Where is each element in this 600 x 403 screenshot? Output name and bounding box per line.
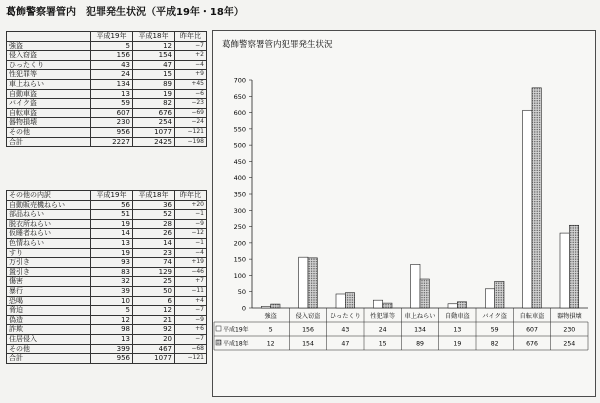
bar-h18 [345, 293, 354, 308]
summary-cell: 2425 [133, 137, 175, 147]
breakdown-cell: 28 [133, 219, 175, 229]
summary-row [7, 60, 207, 70]
breakdown-row [7, 306, 207, 316]
summary-cell: 47 [133, 60, 175, 70]
data-table-value: 134 [414, 326, 426, 334]
summary-cell: 15 [133, 70, 175, 80]
breakdown-cell: −1 [175, 210, 207, 220]
summary-cell: 車上ねらい [7, 79, 91, 89]
x-tick-label: 車上ねらい [404, 313, 436, 320]
summary-cell: 607 [91, 108, 133, 118]
summary-cell: −7 [175, 41, 207, 51]
summary-row [7, 79, 207, 89]
summary-cell: 器物損壊 [7, 118, 91, 128]
summary-row [7, 108, 207, 118]
breakdown-cell: 平成18年 [133, 191, 175, 201]
bar-h19 [299, 257, 308, 308]
bar-h19 [411, 264, 420, 308]
y-tick-label: 650 [233, 92, 246, 101]
y-tick-label: 500 [233, 141, 246, 150]
summary-cell: +9 [175, 70, 207, 80]
bar-h18 [495, 281, 504, 308]
other-breakdown-table [6, 190, 207, 364]
breakdown-cell: 56 [91, 200, 133, 210]
summary-cell: その他 [7, 127, 91, 137]
breakdown-cell: 色情ねらい [7, 238, 91, 248]
breakdown-cell: 956 [91, 354, 133, 364]
summary-cell: 230 [91, 118, 133, 128]
breakdown-cell: 13 [91, 238, 133, 248]
breakdown-cell: 21 [133, 315, 175, 325]
breakdown-cell: 32 [91, 277, 133, 287]
summary-cell: 12 [133, 41, 175, 51]
summary-total-row [7, 137, 207, 147]
summary-cell: 89 [133, 79, 175, 89]
summary-cell: 5 [91, 41, 133, 51]
summary-cell: 156 [91, 51, 133, 61]
breakdown-cell: +6 [175, 325, 207, 335]
summary-row [7, 99, 207, 109]
breakdown-cell: 14 [91, 229, 133, 239]
breakdown-row [7, 286, 207, 296]
breakdown-cell: 19 [91, 219, 133, 229]
summary-cell: 82 [133, 99, 175, 109]
data-table-value: 5 [268, 326, 273, 334]
summary-cell: −4 [175, 60, 207, 70]
breakdown-cell: 39 [91, 286, 133, 296]
legend-swatch [216, 340, 221, 345]
summary-cell: 自転車盗 [7, 108, 91, 118]
breakdown-cell: −1 [175, 238, 207, 248]
breakdown-header-row [7, 191, 207, 201]
summary-header-row [7, 32, 207, 42]
summary-cell: 59 [91, 99, 133, 109]
breakdown-cell: 14 [133, 238, 175, 248]
breakdown-cell: +7 [175, 277, 207, 287]
breakdown-cell: −11 [175, 286, 207, 296]
breakdown-cell: 恐喝 [7, 296, 91, 306]
data-table-value: 19 [453, 340, 462, 348]
summary-cell: 合計 [7, 137, 91, 147]
data-table-value: 47 [341, 340, 350, 348]
breakdown-cell: 26 [133, 229, 175, 239]
x-tick-label: 自転車盗 [519, 313, 545, 320]
summary-cell: 254 [133, 118, 175, 128]
bar-h18 [383, 303, 392, 308]
breakdown-cell: その他の内訳 [7, 191, 91, 201]
y-tick-label: 100 [233, 271, 246, 280]
page-title: 葛飾警察署管内 犯罪発生状況（平成19年・18年） [6, 7, 244, 18]
x-tick-label: 強盗 [264, 313, 277, 320]
breakdown-cell: −4 [175, 248, 207, 258]
breakdown-cell: 12 [133, 306, 175, 316]
breakdown-cell: −7 [175, 306, 207, 316]
breakdown-cell: 20 [133, 334, 175, 344]
summary-cell: −198 [175, 137, 207, 147]
breakdown-cell: 偽造 [7, 315, 91, 325]
breakdown-cell: 399 [91, 344, 133, 354]
summary-cell: −23 [175, 99, 207, 109]
summary-cell [7, 32, 91, 42]
bar-h19 [261, 306, 270, 308]
breakdown-row [7, 200, 207, 210]
crime-summary-table [6, 31, 207, 147]
breakdown-cell: −68 [175, 344, 207, 354]
summary-cell: −121 [175, 127, 207, 137]
breakdown-cell: 83 [91, 267, 133, 277]
summary-cell: 134 [91, 79, 133, 89]
breakdown-cell: −9 [175, 315, 207, 325]
breakdown-cell: +20 [175, 200, 207, 210]
data-table-value: 43 [341, 326, 350, 334]
summary-cell: 性犯罪等 [7, 70, 91, 80]
summary-cell: 平成19年 [91, 32, 133, 42]
breakdown-row [7, 258, 207, 268]
bar-h18 [271, 304, 280, 308]
breakdown-cell: 暴行 [7, 286, 91, 296]
breakdown-cell: 自動販売機ねらい [7, 200, 91, 210]
breakdown-cell: 脱衣所ねらい [7, 219, 91, 229]
breakdown-cell: 52 [133, 210, 175, 220]
breakdown-cell: 万引き [7, 258, 91, 268]
breakdown-cell: 10 [91, 296, 133, 306]
bar-h19 [523, 110, 532, 308]
summary-cell: 昨年比 [175, 32, 207, 42]
data-table-value: 607 [526, 326, 538, 334]
breakdown-cell: 脅迫 [7, 306, 91, 316]
breakdown-cell: 36 [133, 200, 175, 210]
breakdown-cell: 92 [133, 325, 175, 335]
summary-cell: 平成18年 [133, 32, 175, 42]
breakdown-cell: −121 [175, 354, 207, 364]
y-tick-label: 150 [233, 255, 246, 264]
y-tick-label: 0 [241, 304, 246, 313]
summary-row [7, 70, 207, 80]
breakdown-cell: 昨年比 [175, 191, 207, 201]
summary-row [7, 51, 207, 61]
y-tick-label: 300 [233, 206, 246, 215]
data-table-value: 82 [490, 340, 499, 348]
breakdown-row [7, 344, 207, 354]
y-tick-label: 200 [233, 239, 246, 248]
data-table-value: 156 [302, 326, 314, 334]
y-tick-label: 450 [233, 157, 246, 166]
breakdown-cell: 51 [91, 210, 133, 220]
summary-cell: 19 [133, 89, 175, 99]
bar-h18 [420, 279, 429, 308]
y-tick-label: 350 [233, 190, 246, 199]
legend-label: 平成19年 [223, 326, 249, 334]
data-table-value: 12 [266, 340, 275, 348]
data-table-value: 24 [378, 326, 387, 334]
bar-h19 [485, 289, 494, 308]
bar-h18 [457, 302, 466, 308]
breakdown-cell: 傷害 [7, 277, 91, 287]
y-tick-label: 50 [237, 288, 246, 297]
y-tick-label: 700 [233, 76, 246, 85]
breakdown-cell: +4 [175, 296, 207, 306]
breakdown-cell: 13 [91, 334, 133, 344]
summary-cell: 154 [133, 51, 175, 61]
breakdown-cell: 置引き [7, 267, 91, 277]
breakdown-row [7, 296, 207, 306]
summary-row [7, 118, 207, 128]
bar-h19 [448, 304, 457, 308]
breakdown-cell: 詐欺 [7, 325, 91, 335]
summary-cell: +45 [175, 79, 207, 89]
summary-row [7, 127, 207, 137]
y-tick-label: 400 [233, 174, 246, 183]
breakdown-cell: 23 [133, 248, 175, 258]
bar-h18 [569, 225, 578, 308]
breakdown-row [7, 248, 207, 258]
summary-cell: 2227 [91, 137, 133, 147]
data-table-value: 230 [563, 326, 576, 334]
breakdown-cell: 5 [91, 306, 133, 316]
breakdown-cell: 25 [133, 277, 175, 287]
bar-h19 [560, 233, 569, 308]
breakdown-cell: 50 [133, 286, 175, 296]
data-table-value: 676 [526, 340, 538, 348]
breakdown-cell: 93 [91, 258, 133, 268]
x-tick-label: 自動車盗 [444, 313, 470, 320]
y-tick-label: 550 [233, 125, 246, 134]
summary-cell: 24 [91, 70, 133, 80]
x-tick-label: ひったくり [329, 313, 361, 320]
breakdown-cell: 仮睡者ねらい [7, 229, 91, 239]
y-tick-label: 250 [233, 223, 246, 232]
data-table-value: 154 [302, 340, 314, 348]
legend-label: 平成18年 [223, 340, 249, 348]
breakdown-cell: −7 [175, 334, 207, 344]
x-tick-label: バイク盗 [482, 313, 507, 320]
breakdown-row [7, 267, 207, 277]
summary-cell: 676 [133, 108, 175, 118]
breakdown-cell: 部品ねらい [7, 210, 91, 220]
y-tick-label: 600 [233, 109, 246, 118]
legend-swatch [216, 326, 221, 331]
breakdown-cell: 467 [133, 344, 175, 354]
chart-title: 葛飾警察署管内犯罪発生状況 [222, 40, 333, 50]
summary-cell: 強盗 [7, 41, 91, 51]
breakdown-cell: 1077 [133, 354, 175, 364]
breakdown-row [7, 210, 207, 220]
data-table-value: 254 [563, 340, 576, 348]
summary-cell: 侵入窃盗 [7, 51, 91, 61]
summary-cell: 1077 [133, 127, 175, 137]
bar-h18 [532, 88, 541, 308]
summary-cell: −69 [175, 108, 207, 118]
x-tick-label: 性犯罪等 [370, 313, 396, 320]
breakdown-cell: 6 [133, 296, 175, 306]
summary-cell: ひったくり [7, 60, 91, 70]
summary-row [7, 41, 207, 51]
breakdown-row [7, 325, 207, 335]
summary-cell: +2 [175, 51, 207, 61]
breakdown-cell: −12 [175, 229, 207, 239]
breakdown-cell: 129 [133, 267, 175, 277]
summary-cell: 43 [91, 60, 133, 70]
breakdown-cell: すり [7, 248, 91, 258]
breakdown-row [7, 277, 207, 287]
data-table-value: 15 [378, 340, 387, 348]
summary-cell: −24 [175, 118, 207, 128]
breakdown-cell: 98 [91, 325, 133, 335]
summary-cell: 自動車盗 [7, 89, 91, 99]
data-table-value: 89 [416, 340, 424, 348]
breakdown-cell: 合計 [7, 354, 91, 364]
breakdown-cell: 平成19年 [91, 191, 133, 201]
bar-h19 [336, 294, 345, 308]
data-table-value: 59 [490, 326, 499, 334]
bar-h18 [308, 258, 317, 308]
breakdown-row [7, 334, 207, 344]
summary-row [7, 89, 207, 99]
summary-cell: バイク盗 [7, 99, 91, 109]
crime-bar-chart [212, 30, 596, 397]
breakdown-row [7, 229, 207, 239]
summary-cell: −6 [175, 89, 207, 99]
breakdown-cell: −46 [175, 267, 207, 277]
summary-cell: 13 [91, 89, 133, 99]
breakdown-cell: 74 [133, 258, 175, 268]
x-tick-label: 器物損壊 [556, 313, 582, 320]
breakdown-cell: その他 [7, 344, 91, 354]
breakdown-row [7, 219, 207, 229]
breakdown-cell: 住居侵入 [7, 334, 91, 344]
breakdown-row [7, 238, 207, 248]
breakdown-row [7, 315, 207, 325]
x-tick-label: 侵入窃盗 [295, 313, 321, 320]
breakdown-total-row [7, 354, 207, 364]
breakdown-cell: −9 [175, 219, 207, 229]
breakdown-cell: 12 [91, 315, 133, 325]
summary-cell: 956 [91, 127, 133, 137]
bar-h19 [373, 300, 382, 308]
breakdown-cell: +19 [175, 258, 207, 268]
data-table-value: 13 [453, 326, 462, 334]
breakdown-cell: 19 [91, 248, 133, 258]
